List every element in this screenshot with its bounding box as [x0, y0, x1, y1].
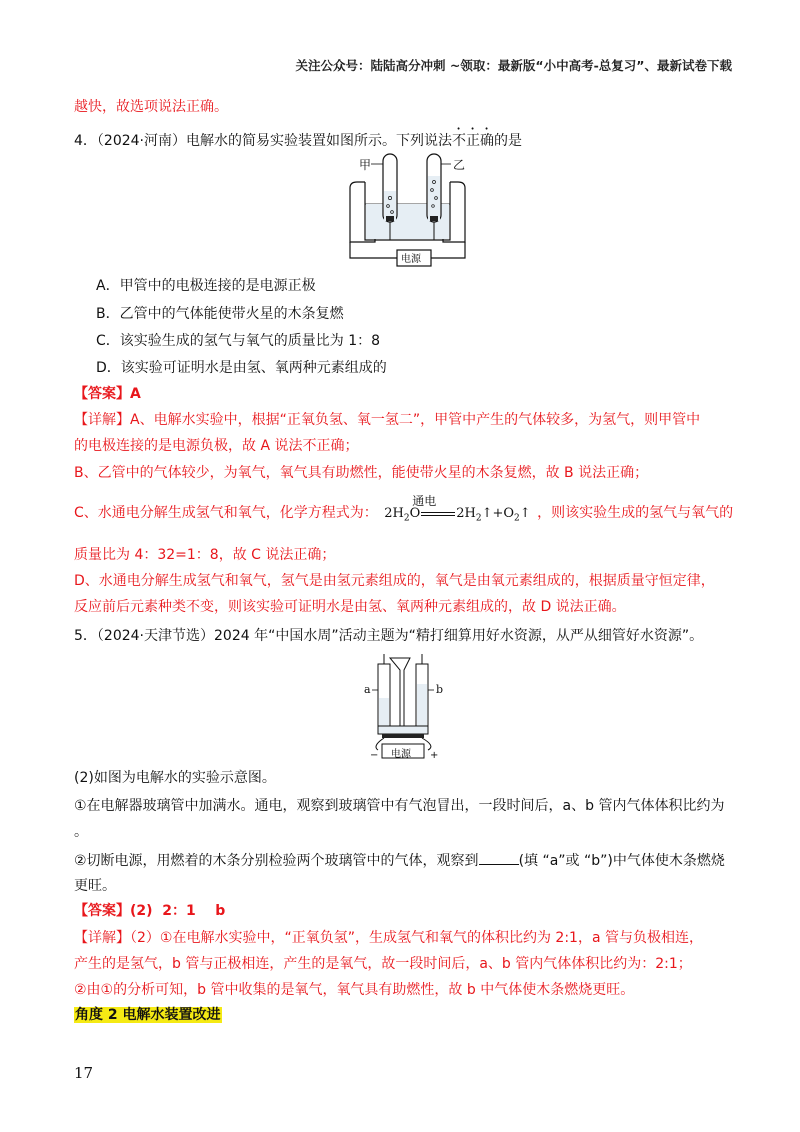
q4-option-c: C．该实验生成的氢气与氧气的质量比为 1：8 — [96, 333, 381, 349]
q4-option-b: B．乙管中的气体能使带火星的木条复燃 — [96, 306, 344, 322]
equation-arrow — [421, 512, 455, 516]
power-source-label: 电源 — [401, 254, 421, 265]
q5-item2 — [74, 850, 725, 871]
q4-detail-line4 — [74, 494, 734, 529]
q5-sub2: (2)如图为电解水的实验示意图。 — [74, 770, 276, 786]
q4-detail-line2: 的电极连接的是电源负极，故 A 说法不正确； — [74, 438, 359, 454]
q5-item2-line2: 更旺。 — [74, 878, 116, 894]
q4-stem-emphasis: 不正确 — [452, 133, 494, 149]
q4-number: 4． — [74, 133, 97, 149]
q5-number: 5． — [74, 628, 97, 644]
power-source-label-2: 电源 — [391, 749, 411, 760]
plus-sign: + — [430, 750, 439, 761]
answer-blank — [479, 850, 519, 865]
eq-rhs2-sub: 2 — [514, 513, 520, 524]
q4-detail-line3: B、乙管中的气体较少，为氧气，氧气具有助燃性，能使带火星的木条复燃，故 B 说法正确； — [74, 465, 649, 481]
tube-label-b: b — [436, 683, 444, 696]
continued-text: 越快，故选项说法正确。 — [74, 99, 228, 115]
equation-condition: 通电 — [412, 494, 437, 508]
q4-answer: 【答案】A — [74, 386, 141, 402]
section-heading-text: 角度 2 电解水装置改进 — [75, 1007, 221, 1023]
tube-label-a: a — [364, 683, 371, 696]
q4-detail-line6: D、水通电分解生成氢气和氧气，氢气是由氢元素组成的，氧气是由氧元素组成的，根据质量守恒定律， — [74, 573, 715, 589]
q5-detail-line3: ②由①的分析可知，b 管中收集的是氧气，氧气具有助燃性，故 b 中气体使木条燃烧更旺。 — [74, 982, 635, 998]
q5-detail-line2: 产生的是氢气，b 管与正极相连，产生的是氧气，故一段时间后，a、b 管内气体体积比约为：2:1； — [74, 956, 692, 972]
q5-item1: ①在电解器玻璃管中加满水。通电，观察到玻璃管中有气泡冒出，一段时间后，a、b 管内气体体积比约为 — [74, 798, 725, 814]
q5-answer: 【答案】(2) 2：1 b — [74, 903, 226, 919]
eq-rhs1: 2H — [456, 506, 476, 521]
q4-detail-line1: 【详解】A、电解水实验中，根据“正氧负氢、氧一氢二”，甲管中产生的气体较多，为氢气，则甲管中 — [74, 412, 701, 428]
section-heading — [74, 1005, 222, 1025]
q5-item2-before: ②切断电源，用燃着的木条分别检验两个玻璃管中的气体，观察到 — [74, 853, 479, 869]
eq-lhs-sub: 2 — [403, 513, 410, 524]
q5-item1-end: 。 — [74, 824, 88, 840]
page-header: 关注公众号：陆陆高分冲刺 ~领取：最新版“小中高考-总复习”、最新试卷下载 — [295, 58, 732, 73]
minus-sign: − — [370, 750, 379, 761]
q5-stem-text: （2024·天津节选）2024 年“中国水周”活动主题为“精打细算用好水资源，从严从细管好水资源”。 — [96, 628, 704, 644]
eq-lhs: 2H — [384, 506, 404, 521]
q4-detail-line4-after: ，则该实验生成的氢气与氧气的 — [537, 505, 734, 521]
q4-stem-after: 的是 — [494, 133, 522, 149]
q4-option-a: A．甲管中的电极连接的是电源正极 — [96, 278, 316, 294]
q4-detail-line7: 反应前后元素种类不变，则该实验可证明水是由氢、氧两种元素组成的，故 D 说法正确。 — [74, 599, 626, 615]
q5-figure-electrolyzer — [364, 650, 444, 762]
q5-detail-line1: 【详解】（2）①在电解水实验中，“正氧负氢”，生成氢气和氧气的体积比约为 2:1，a 管与负极相连， — [74, 930, 703, 946]
q5-item2-after: (填 “a”或 “b”)中气体使木条燃烧 — [518, 853, 725, 869]
q4-stem-before: （2024·河南）电解水的简易实验装置如图所示。下列说法 — [96, 133, 452, 149]
page-number: 17 — [74, 1064, 94, 1082]
chemical-equation — [384, 494, 531, 529]
q5-stem — [74, 626, 703, 646]
q4-detail-line5: 质量比为 4：32=1：8，故 C 说法正确； — [74, 547, 336, 563]
q4-option-d: D．该实验可证明水是由氢、氧两种元素组成的 — [96, 360, 387, 376]
q4-detail-line4-before: C、水通电分解生成氢气和氧气，化学方程式为： — [74, 505, 378, 521]
tube-label-yi: 乙 — [453, 158, 466, 172]
eq-lhs-tail: O — [409, 506, 421, 521]
eq-rhs2-tail: ↑ — [519, 506, 531, 521]
tube-label-jia: 甲 — [359, 158, 372, 172]
q4-figure-electrolysis — [335, 146, 475, 268]
eq-rhs1-sub: 2 — [475, 513, 482, 524]
eq-rhs1-tail: ↑+O — [481, 506, 515, 521]
